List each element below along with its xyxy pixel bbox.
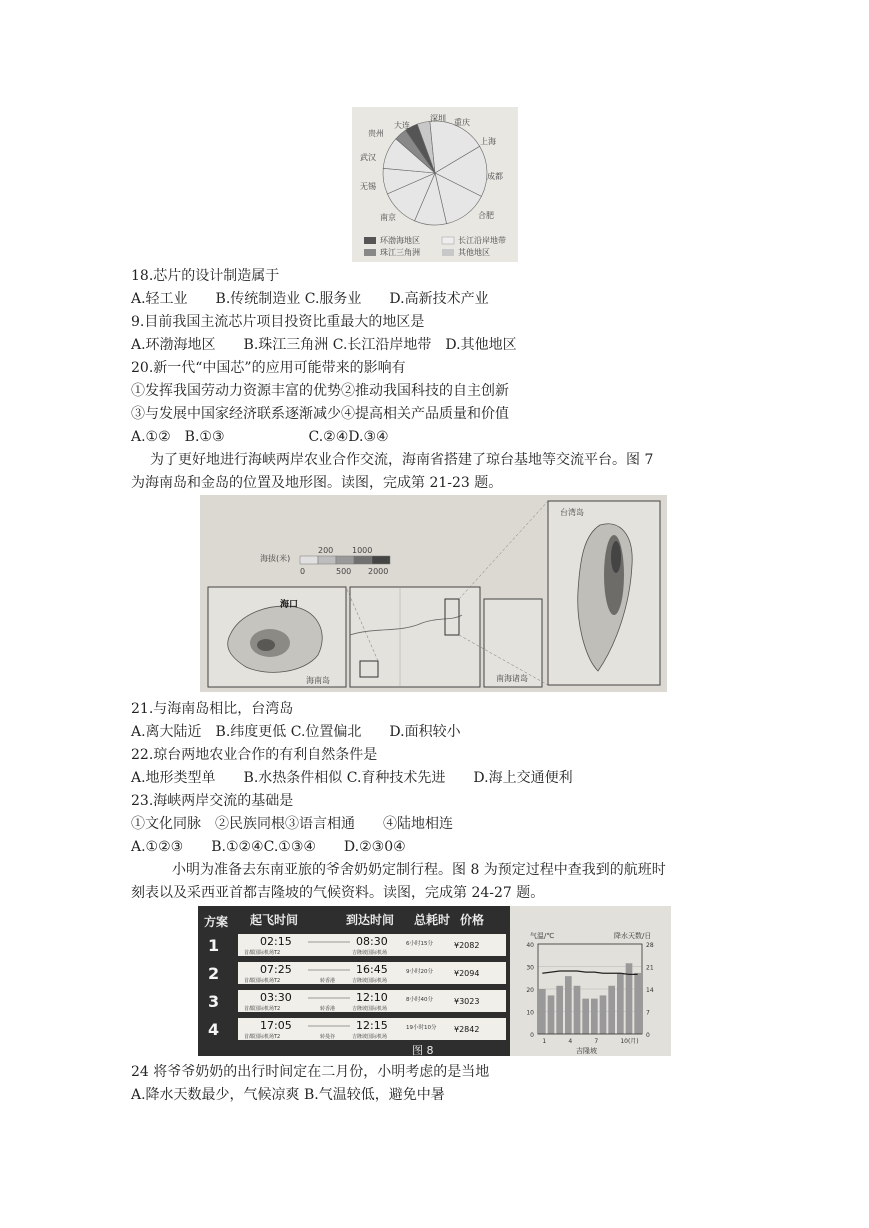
q23-options: A.①②③ B.①②④C.①③④ D.②③0④ <box>131 839 406 855</box>
pie-label-wuxi: 无锡 <box>360 182 376 191</box>
hainan-inset <box>208 587 346 687</box>
flight-transfer: 转香港 <box>320 978 336 984</box>
pie-label-dalian: 大连 <box>394 121 410 130</box>
q18-options: A.轻工业 B.传统制造业 C.服务业 D.高新技术产业 <box>131 291 489 307</box>
q24-stem: 24 将爷爷奶奶的出行时间定在二月份，小明考虑的是当地 <box>131 1064 490 1080</box>
legend-swatch-zhujiang <box>364 249 376 256</box>
flight-transfer: 转曼谷 <box>320 1034 336 1040</box>
pie-chart-figure <box>352 107 518 262</box>
pie-slices <box>383 121 487 225</box>
precip-bar <box>565 976 572 1034</box>
region-map <box>350 587 480 687</box>
precip-bar <box>548 995 555 1034</box>
header-price: 价格 <box>460 913 485 927</box>
precip-bar <box>582 999 589 1034</box>
legend-swatch-bohai <box>364 237 376 244</box>
flight-dep-time: 07:25 <box>260 963 292 976</box>
pie-label-guizhou: 贵州 <box>368 129 384 138</box>
flight-arr-airport: 吉隆坡国际机场 <box>352 950 388 956</box>
pie-label-shenzhen: 深圳 <box>430 114 446 123</box>
chart-ytick: 20 <box>526 987 534 994</box>
chart-xtick: 10(月) <box>620 1038 639 1045</box>
label-nanhai: 南海诸岛 <box>496 674 528 683</box>
precip-bar <box>574 986 581 1034</box>
flight-arr-time: 12:15 <box>356 1019 388 1032</box>
flight-dep-airport: 首都国际机场T2 <box>244 978 281 984</box>
pie-label-hefei: 合肥 <box>478 211 494 220</box>
precip-bar <box>634 973 641 1034</box>
flight-duration: 19小时10分 <box>406 1025 437 1031</box>
label-haikou: 海口 <box>280 600 299 610</box>
legend-500: 500 <box>336 567 352 576</box>
flight-arr-airport: 吉隆坡国际机场 <box>352 978 388 984</box>
pie-label-chengdu: 成都 <box>487 172 503 181</box>
flight-duration: 8小时40分 <box>406 997 433 1003</box>
flight-climate-figure <box>198 906 671 1056</box>
chart-ytick: 10 <box>526 1009 534 1017</box>
q20-opt1: ①发挥我国劳动力资源丰富的优势②推动我国科技的自主创新 <box>131 383 509 399</box>
precip-bar <box>600 995 607 1034</box>
q23-opt1: ①文化同脉 ②民族同根③语言相通 ④陆地相连 <box>131 816 453 832</box>
q24-options: A.降水天数最少，气候凉爽 B.气温较低，避免中暑 <box>131 1087 445 1103</box>
legend-swatch-changjiang <box>442 237 454 244</box>
pie-label-chongqing: 重庆 <box>454 118 470 127</box>
flight-arr-airport: 吉隆坡国际机场 <box>352 1034 388 1040</box>
flight-arr-time: 16:45 <box>356 963 388 976</box>
chart-ytick: 40 <box>526 942 534 949</box>
chart-ytick: 0 <box>530 1032 534 1039</box>
legend-200: 200 <box>318 546 334 555</box>
fig8-caption: 图 8 <box>412 1044 434 1056</box>
taiwan-inset <box>548 501 660 685</box>
chart-y2tick: 7 <box>646 1009 650 1017</box>
flight-price: ¥3023 <box>454 997 480 1006</box>
flight-price: ¥2094 <box>454 969 480 978</box>
header-dur: 总耗时 <box>414 913 451 927</box>
q21-options: A.离大陆近 B.纬度更低 C.位置偏北 D.面积较小 <box>131 724 461 740</box>
precip-bar <box>608 986 615 1034</box>
q18-stem: 18.芯片的设计制造属于 <box>131 268 280 284</box>
label-hainan: 海南岛 <box>306 676 330 685</box>
flight-table <box>198 906 510 1056</box>
climate-chart <box>510 906 671 1056</box>
legend-swatch-other <box>442 249 454 256</box>
flight-price: ¥2842 <box>454 1025 480 1034</box>
chart-ylabel: 气温/℃ <box>530 932 555 940</box>
pie-label-wuhan: 武汉 <box>360 153 376 162</box>
flight-plan-number: 4 <box>208 1020 220 1039</box>
chart-y2tick: 14 <box>646 987 654 994</box>
chart-y2tick: 21 <box>646 964 654 972</box>
passage1-line1: 为了更好地进行海峡两岸农业合作交流，海南省搭建了琼台基地等交流平台。图 7 <box>150 452 654 468</box>
q20-opt2: ③与发展中国家经济联系逐渐减少④提高相关产品质量和价值 <box>131 406 509 422</box>
pie-legend <box>364 235 506 257</box>
precip-bar <box>539 989 546 1034</box>
q23-stem: 23.海峡两岸交流的基础是 <box>131 793 294 809</box>
precip-bar <box>617 973 624 1034</box>
header-plan: 方案 <box>204 915 229 929</box>
flight-transfer: 转香港 <box>320 1006 336 1012</box>
passage2-line1: 小明为准备去东南亚旅的爷舍奶奶定制行程。图 8 为预定过程中查我到的航班时 <box>172 862 666 878</box>
elevation-legend <box>260 546 390 576</box>
chart-ytick: 30 <box>526 964 534 972</box>
q19-stem: 9.目前我国主流芯片项目投资比重最大的地区是 <box>131 314 425 330</box>
legend-bohai: 环渤海地区 <box>380 236 420 245</box>
flight-price: ¥2082 <box>454 941 480 950</box>
q20-stem: 20.新一代“中国芯”的应用可能带来的影响有 <box>131 360 406 376</box>
flight-dep-time: 02:15 <box>260 935 292 948</box>
legend-2000: 2000 <box>368 567 389 576</box>
q20-options: A.①② B.①③ C.②④D.③④ <box>131 429 389 445</box>
q22-options: A.地形类型单 B.水热条件相似 C.育种技术先进 D.海上交通便利 <box>131 770 573 786</box>
header-arr: 到达时间 <box>346 913 395 927</box>
legend-other: 其他地区 <box>458 248 490 257</box>
pie-label-nanjing: 南京 <box>380 213 396 222</box>
flight-arr-time: 08:30 <box>356 935 388 948</box>
chart-y2label: 降水天数/日 <box>614 932 652 940</box>
flight-plan-number: 3 <box>208 992 220 1011</box>
flight-plan-number: 1 <box>208 936 220 955</box>
flight-arr-time: 12:10 <box>356 991 388 1004</box>
chart-xtick: 1 <box>542 1038 547 1045</box>
flight-duration: 9小时20分 <box>406 969 433 975</box>
legend-changjiang: 长江沿岸地带 <box>458 236 506 245</box>
passage1-line2: 为海南岛和金岛的位置及地形图。读图，完成第 21-23 题。 <box>131 475 503 491</box>
flight-plan-number: 2 <box>208 964 220 983</box>
chart-xtick: 4 <box>568 1038 573 1045</box>
flight-dep-airport: 首都国际机场T2 <box>244 1034 281 1040</box>
pie-label-shanghai: 上海 <box>480 137 496 146</box>
label-taiwan: 台湾岛 <box>560 508 584 517</box>
flight-dep-time: 17:05 <box>260 1019 292 1032</box>
legend-title: 海拔(米) <box>260 554 291 563</box>
chart-title: 吉隆坡 <box>576 1047 597 1055</box>
chart-y2tick: 0 <box>646 1032 650 1039</box>
flight-dep-time: 03:30 <box>260 991 292 1004</box>
legend-1000: 1000 <box>352 546 373 555</box>
nanhai-inset <box>484 599 542 687</box>
precip-bar <box>591 999 598 1034</box>
flight-arr-airport: 吉隆坡国际机场 <box>352 1006 388 1012</box>
flight-dep-airport: 首都国际机场T2 <box>244 950 281 956</box>
header-dep: 起飞时间 <box>250 913 299 927</box>
legend-zhujiang: 珠江三角洲 <box>380 248 420 257</box>
q22-stem: 22.琼台两地农业合作的有利自然条件是 <box>131 747 378 763</box>
passage2-line2: 刻表以及采西亚首都吉隆坡的气候资料。读图，完成第 24-27 题。 <box>131 885 545 901</box>
flight-duration: 6小时15分 <box>406 941 433 947</box>
q21-stem: 21.与海南岛相比，台湾岛 <box>131 701 294 717</box>
map-figure <box>200 495 667 692</box>
q19-options: A.环渤海地区 B.珠江三角洲 C.长江沿岸地带 D.其他地区 <box>131 337 517 353</box>
legend-0: 0 <box>300 567 306 576</box>
precip-bar <box>556 986 563 1034</box>
chart-xtick: 7 <box>594 1038 599 1045</box>
flight-dep-airport: 首都国际机场T2 <box>244 1006 281 1012</box>
chart-y2tick: 28 <box>646 942 654 949</box>
